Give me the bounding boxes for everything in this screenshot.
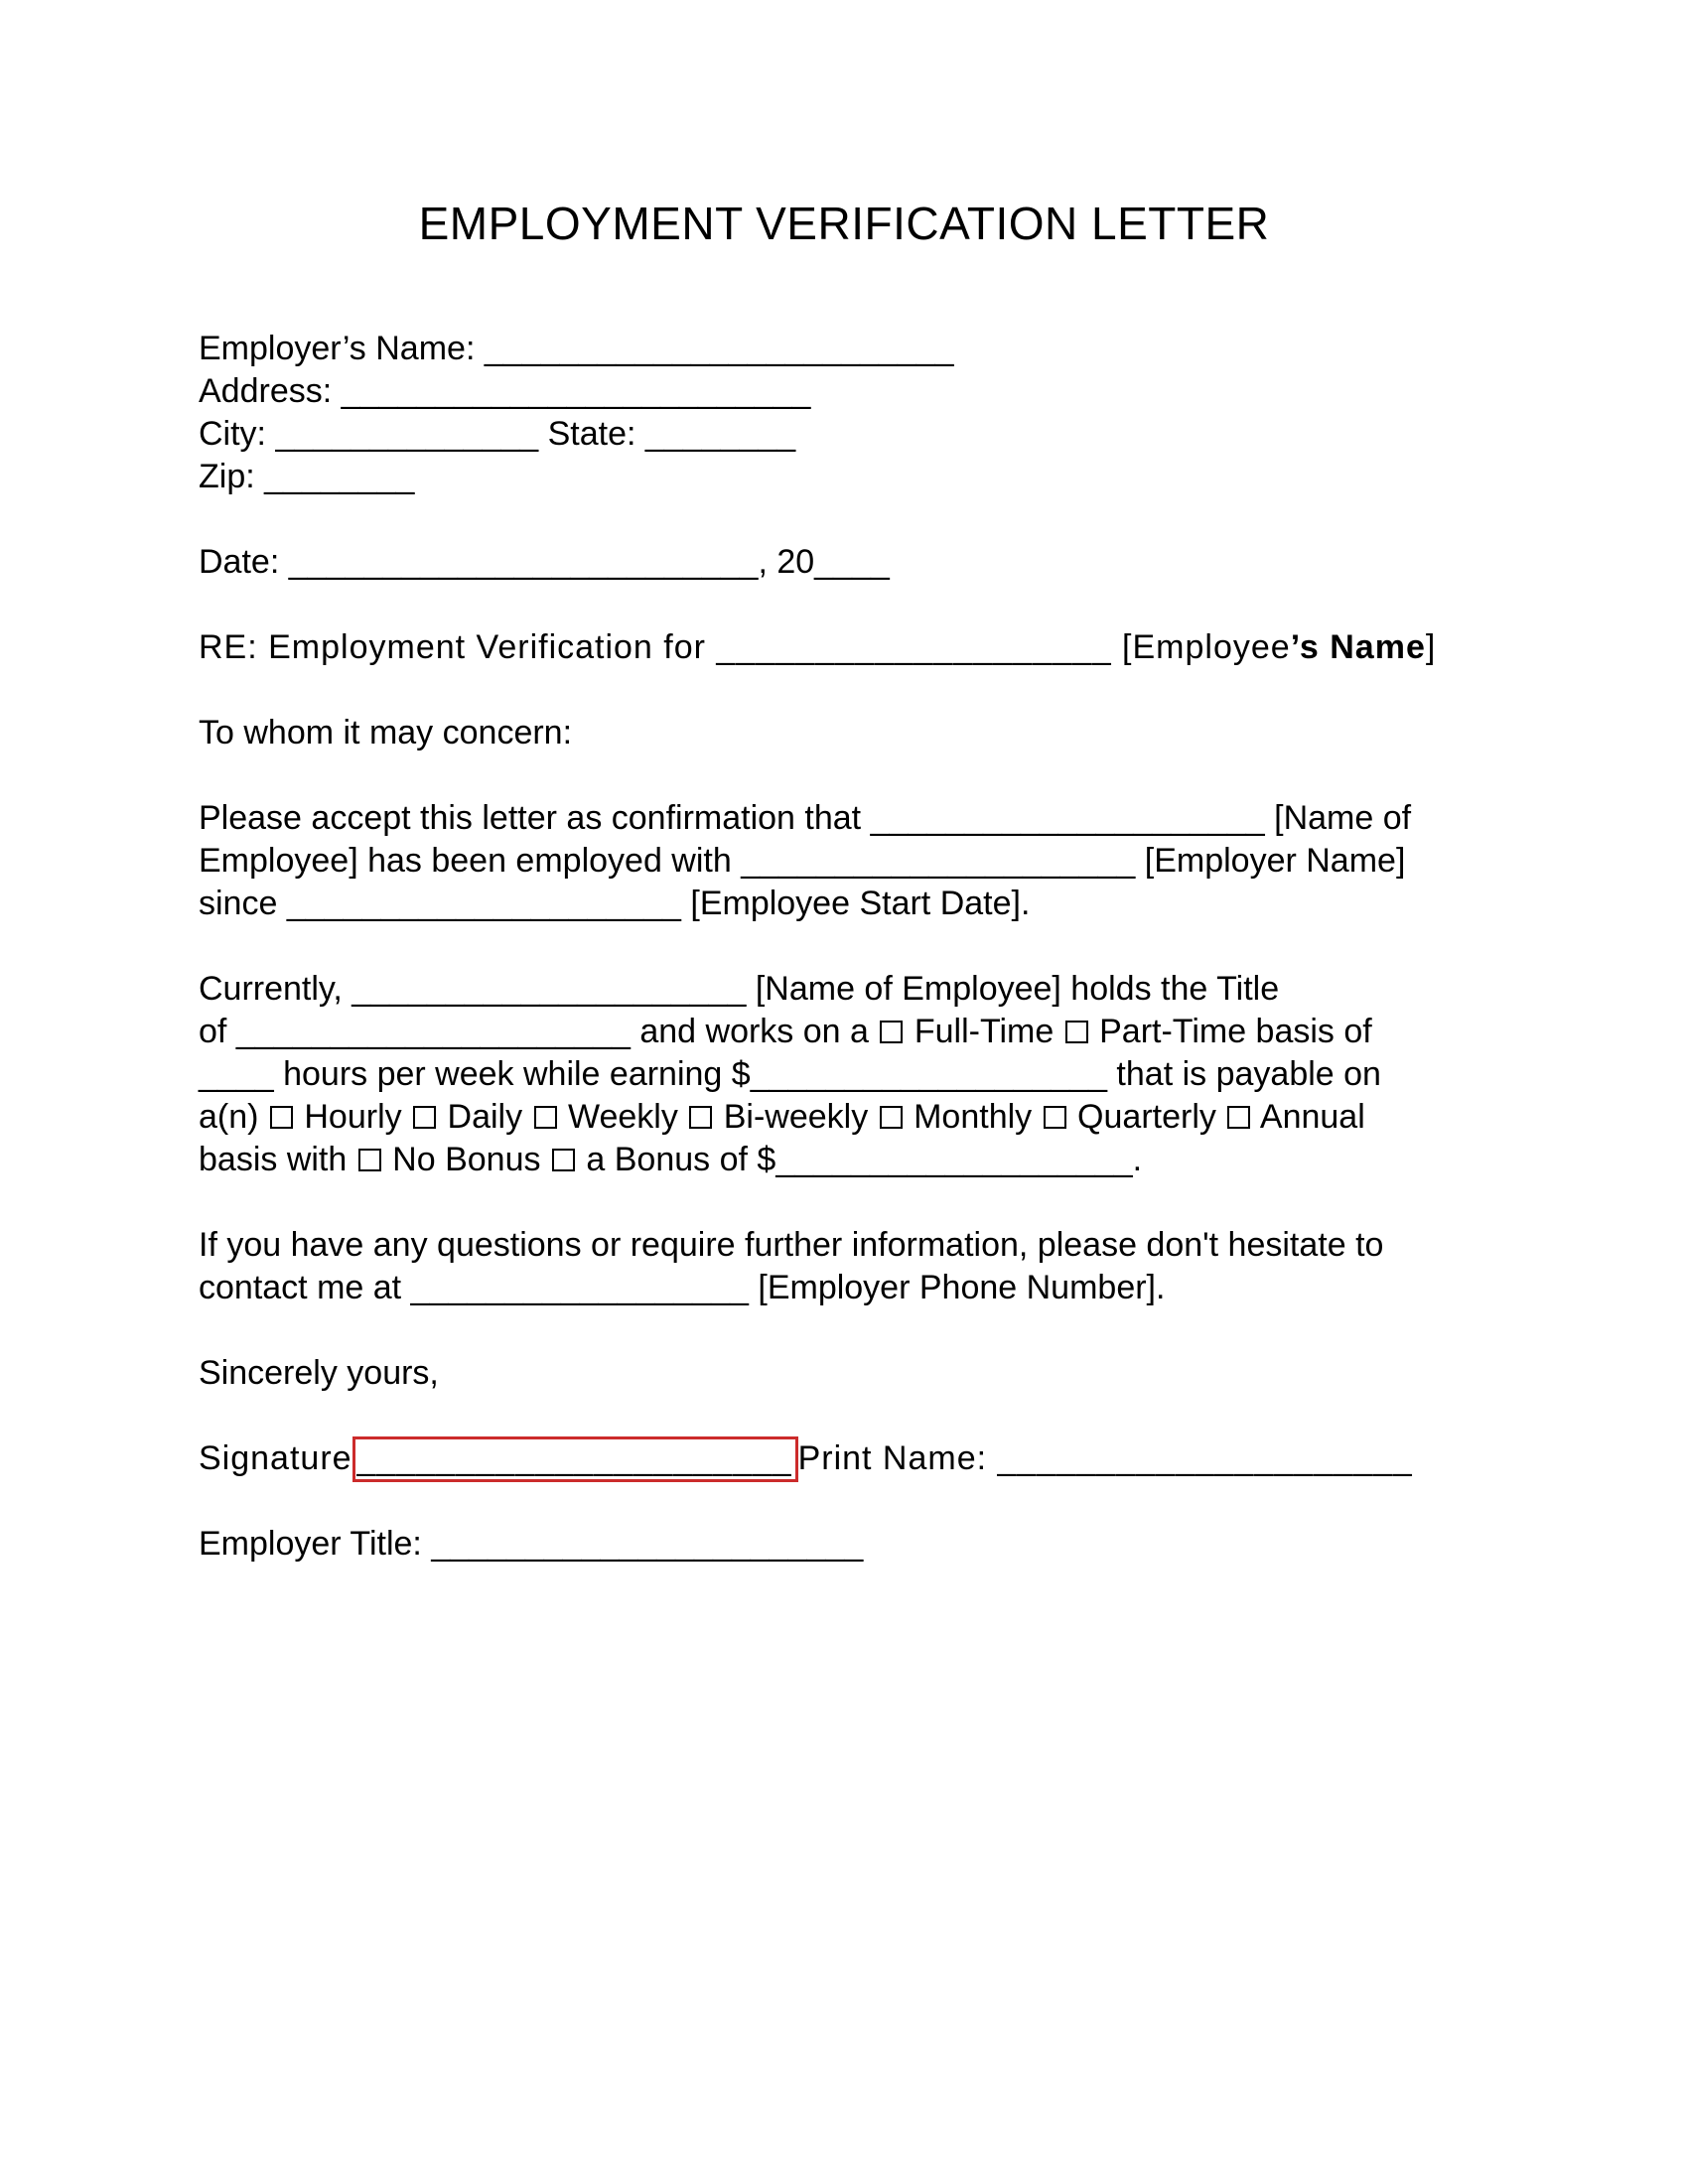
details-title-blank: _____________________	[235, 1013, 631, 1050]
details-line-4	[199, 1096, 1628, 1139]
signature-field-box[interactable]	[352, 1436, 798, 1482]
part-time-checkbox[interactable]	[1065, 1021, 1088, 1043]
state-blank: ________	[644, 415, 796, 453]
details-line-5	[199, 1139, 1628, 1181]
confirmation-text-6: [Employee Start Date].	[680, 885, 1031, 922]
contact-paragraph	[199, 1224, 1628, 1309]
confirmation-start-date-blank: _____________________	[286, 885, 681, 922]
employer-name-blank: _________________________	[484, 330, 954, 367]
city-blank: ______________	[275, 415, 539, 453]
full-time-label: Full-Time	[905, 1013, 1063, 1050]
details-text-6: that is payable on	[1106, 1055, 1381, 1093]
full-time-checkbox[interactable]	[880, 1021, 903, 1043]
details-text-4: and works on a	[630, 1013, 879, 1050]
bonus-amount-blank: ___________________	[775, 1141, 1133, 1178]
details-text-8: basis with	[199, 1141, 356, 1178]
address-label: Address:	[199, 372, 342, 410]
confirmation-employee-blank: _____________________	[870, 799, 1265, 837]
date-year-blank: ____	[814, 543, 890, 581]
details-text-3: of	[199, 1013, 236, 1050]
hours-blank: ____	[199, 1055, 274, 1093]
date-blank: _________________________	[288, 543, 759, 581]
city-state-line	[199, 413, 1628, 456]
date-label: Date:	[199, 543, 289, 581]
confirmation-text-5: since	[199, 885, 287, 922]
no-bonus-label: No Bonus	[382, 1141, 550, 1178]
contact-text-3: [Employer Phone Number].	[748, 1269, 1166, 1306]
signature-line	[199, 1437, 1628, 1480]
hourly-checkbox[interactable]	[270, 1106, 293, 1129]
signature-block	[199, 1437, 1628, 1480]
re-label: RE: Employment Verification for	[199, 628, 717, 666]
employer-address-block	[199, 328, 1628, 498]
date-block	[199, 541, 1628, 584]
earning-blank: ___________________	[750, 1055, 1107, 1093]
monthly-checkbox[interactable]	[880, 1106, 903, 1129]
contact-line-1	[199, 1224, 1628, 1267]
bi-weekly-label: Bi-weekly	[714, 1098, 878, 1136]
re-bracket-close: ]	[1425, 628, 1437, 666]
print-name-label: Print Name:	[797, 1439, 998, 1477]
closing-line	[199, 1352, 1628, 1395]
annual-label: Annual	[1252, 1098, 1365, 1136]
re-bracket-open: [Employee	[1111, 628, 1291, 666]
weekly-label: Weekly	[558, 1098, 688, 1136]
address-line	[199, 370, 1628, 413]
closing-text: Sincerely yours,	[199, 1354, 439, 1392]
details-text-1: Currently,	[199, 970, 352, 1008]
re-employee-name-bold: ’s Name	[1290, 628, 1426, 666]
zip-line	[199, 456, 1628, 498]
employer-title-blank: _______________________	[431, 1525, 864, 1563]
bonus-checkbox[interactable]	[552, 1149, 575, 1171]
details-text-5: hours per week while earning $	[273, 1055, 751, 1093]
confirmation-text-4: [Employer Name]	[1135, 842, 1406, 880]
confirmation-employer-blank: _____________________	[741, 842, 1136, 880]
signature-field[interactable]: ______________________	[356, 1439, 792, 1477]
zip-blank: ________	[264, 458, 415, 495]
date-line	[199, 541, 1628, 584]
details-text-9: .	[1132, 1141, 1143, 1178]
weekly-checkbox[interactable]	[534, 1106, 557, 1129]
city-label: City:	[199, 415, 276, 453]
quarterly-label: Quarterly	[1067, 1098, 1226, 1136]
closing-block	[199, 1352, 1628, 1395]
details-text-2: [Name of Employee] holds the Title	[746, 970, 1280, 1008]
zip-label: Zip:	[199, 458, 265, 495]
confirmation-text-3: Employee] has been employed with	[199, 842, 742, 880]
confirmation-line-3	[199, 883, 1628, 925]
annual-checkbox[interactable]	[1227, 1106, 1250, 1129]
employer-name-line	[199, 328, 1628, 370]
daily-label: Daily	[438, 1098, 532, 1136]
state-label: State:	[538, 415, 645, 453]
contact-line-2	[199, 1267, 1628, 1309]
contact-text-1: If you have any questions or require further information, please don't hesitate to	[199, 1226, 1384, 1264]
employer-title-label: Employer Title:	[199, 1525, 432, 1563]
daily-checkbox[interactable]	[413, 1106, 436, 1129]
employment-details-paragraph	[199, 968, 1628, 1181]
letter-content	[199, 328, 1628, 1566]
salutation-block	[199, 712, 1628, 754]
re-block	[199, 626, 1628, 669]
hourly-label: Hourly	[294, 1098, 412, 1136]
quarterly-checkbox[interactable]	[1044, 1106, 1066, 1129]
confirmation-text-1: Please accept this letter as confirmation that	[199, 799, 871, 837]
part-time-label: Part-Time basis of	[1089, 1013, 1372, 1050]
address-blank: _________________________	[341, 372, 811, 410]
salutation-line	[199, 712, 1628, 754]
bi-weekly-checkbox[interactable]	[689, 1106, 712, 1129]
employer-name-label: Employer’s Name:	[199, 330, 485, 367]
details-line-3	[199, 1053, 1628, 1096]
re-employee-name-blank: ____________________	[716, 628, 1112, 666]
signature-label: Signature	[199, 1439, 352, 1477]
confirmation-line-2	[199, 840, 1628, 883]
employer-title-block	[199, 1523, 1628, 1566]
contact-text-2: contact me at	[199, 1269, 411, 1306]
confirmation-paragraph	[199, 797, 1628, 925]
print-name-blank: _____________________	[997, 1439, 1413, 1477]
monthly-label: Monthly	[904, 1098, 1042, 1136]
salutation-text: To whom it may concern:	[199, 714, 573, 751]
confirmation-text-2: [Name of	[1264, 799, 1412, 837]
page-title: EMPLOYMENT VERIFICATION LETTER	[418, 198, 1270, 249]
details-line-2	[199, 1011, 1628, 1053]
no-bonus-checkbox[interactable]	[358, 1149, 381, 1171]
details-text-7: a(n)	[199, 1098, 268, 1136]
date-year-prefix: , 20	[758, 543, 815, 581]
re-line	[199, 626, 1628, 669]
bonus-label: a Bonus of $	[576, 1141, 776, 1178]
phone-blank: __________________	[410, 1269, 749, 1306]
confirmation-line-1	[199, 797, 1628, 840]
details-employee-blank: _____________________	[352, 970, 747, 1008]
employer-title-line	[199, 1523, 1628, 1566]
details-line-1	[199, 968, 1628, 1011]
